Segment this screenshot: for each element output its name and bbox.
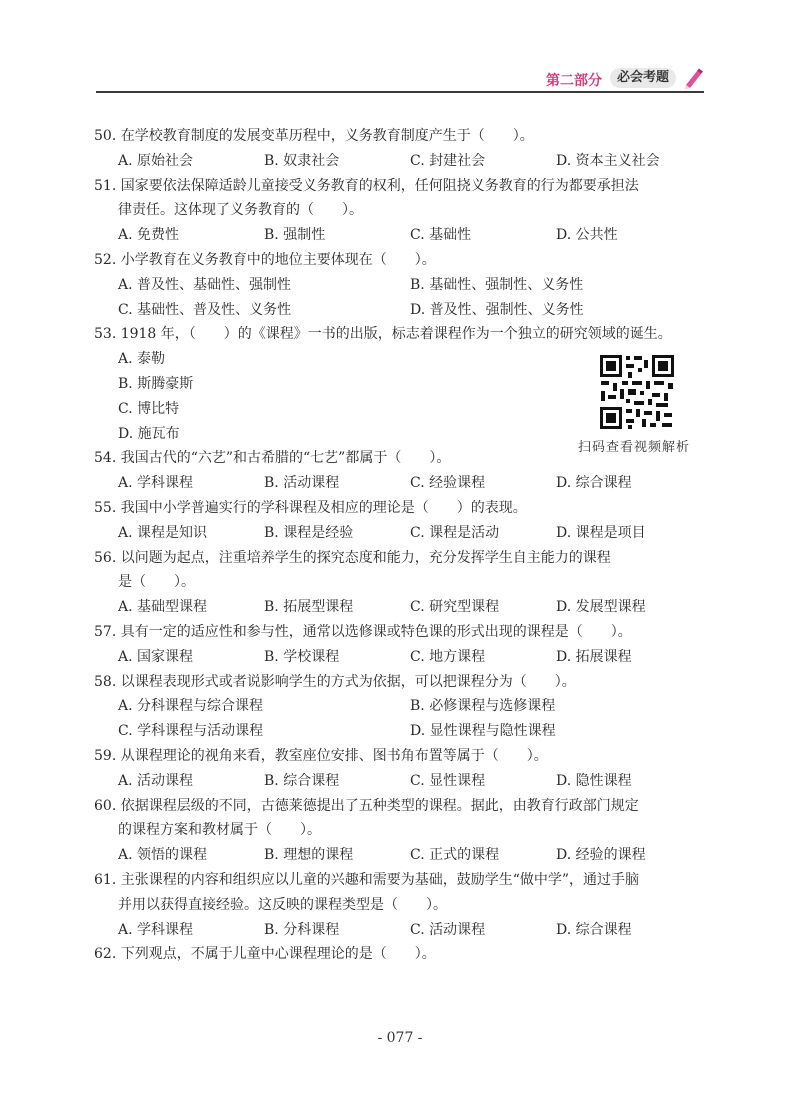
answer-option[interactable]: B. 活动课程 bbox=[264, 475, 340, 492]
answer-option[interactable]: B. 综合课程 bbox=[264, 772, 340, 789]
answer-option[interactable]: B. 拓展型课程 bbox=[264, 599, 354, 616]
question-item bbox=[94, 174, 708, 248]
option-row bbox=[118, 521, 708, 546]
option-row bbox=[118, 298, 708, 323]
answer-option[interactable]: B. 基础性、强制性、义务性 bbox=[410, 276, 584, 293]
answer-option[interactable]: D. 显性课程与隐性课程 bbox=[410, 723, 556, 740]
answer-option[interactable]: C. 课程是活动 bbox=[410, 524, 500, 541]
answer-option[interactable]: D. 拓展课程 bbox=[556, 648, 632, 665]
answer-option[interactable]: A. 学科课程 bbox=[118, 475, 194, 492]
answer-option[interactable]: C. 封建社会 bbox=[410, 152, 486, 169]
answer-option[interactable]: A. 原始社会 bbox=[118, 152, 194, 169]
answer-option[interactable]: C. 显性课程 bbox=[410, 772, 486, 789]
question-stem: 56. 以问题为起点，注重培养学生的探究态度和能力，充分发挥学生自主能力的课程 bbox=[94, 549, 611, 566]
option-row bbox=[118, 719, 708, 744]
answer-option[interactable]: D. 经验的课程 bbox=[556, 847, 646, 864]
question-stem: 律责任。这体现了义务教育的（ ）。 bbox=[118, 202, 363, 219]
answer-option[interactable]: C. 经验课程 bbox=[410, 475, 486, 492]
question-stem: 60. 依据课程层级的不同，古德莱德提出了五种类型的课程。据此，由教育行政部门规定 bbox=[94, 797, 639, 814]
question-stem: 50. 在学校教育制度的发展变革历程中，义务教育制度产生于（ ）。 bbox=[94, 128, 534, 144]
answer-option[interactable]: C. 活动课程 bbox=[410, 921, 486, 938]
answer-option[interactable]: A. 活动课程 bbox=[118, 772, 194, 789]
option-row bbox=[118, 595, 708, 620]
answer-option[interactable]: A. 基础型课程 bbox=[118, 599, 208, 616]
option-row bbox=[118, 645, 708, 670]
qr-code[interactable] bbox=[598, 353, 676, 431]
question-stem: 53. 1918 年，（ ）的《课程》一书的出版，标志着课程作为一个独立的研究领域的诞生。 bbox=[94, 326, 672, 343]
question-list bbox=[94, 124, 708, 967]
page-header bbox=[0, 62, 800, 94]
option-row bbox=[118, 843, 708, 868]
answer-option[interactable]: B. 课程是经验 bbox=[264, 524, 354, 541]
answer-option[interactable]: A. 课程是知识 bbox=[118, 524, 208, 541]
answer-option[interactable]: B. 分科课程 bbox=[264, 921, 340, 938]
answer-option[interactable]: A. 普及性、基础性、强制性 bbox=[118, 276, 292, 293]
answer-option[interactable]: A. 泰勒 bbox=[118, 351, 166, 368]
option-row bbox=[118, 471, 708, 496]
answer-option[interactable]: D. 课程是项目 bbox=[556, 524, 646, 541]
question-item bbox=[94, 248, 708, 322]
answer-option[interactable]: D. 资本主义社会 bbox=[556, 152, 660, 169]
question-item bbox=[94, 942, 708, 967]
question-stem: 的课程方案和教材属于（ ）。 bbox=[118, 822, 321, 839]
question-stem: 61. 主张课程的内容和组织应以儿童的兴趣和需要为基础，鼓励学生“做中学”，通过手脑 bbox=[94, 871, 640, 888]
answer-option[interactable]: C. 研究型课程 bbox=[410, 599, 500, 616]
option-row bbox=[118, 769, 708, 794]
qr-caption: 扫码查看视频解析 bbox=[578, 440, 691, 455]
answer-option[interactable]: B. 强制性 bbox=[264, 227, 326, 244]
answer-option[interactable]: A. 免费性 bbox=[118, 227, 180, 244]
answer-option[interactable]: A. 分科课程与综合课程 bbox=[118, 698, 264, 715]
answer-option[interactable]: B. 奴隶社会 bbox=[264, 152, 340, 169]
option-row bbox=[118, 223, 708, 248]
question-stem: 62. 下列观点，不属于儿童中心课程理论的是（ ）。 bbox=[94, 946, 436, 963]
question-item bbox=[94, 124, 708, 174]
question-stem: 55. 我国中小学普遍实行的学科课程及相应的理论是（ ）的表现。 bbox=[94, 499, 527, 516]
question-item bbox=[94, 670, 708, 744]
question-item bbox=[94, 794, 708, 868]
answer-option[interactable]: D. 隐性课程 bbox=[556, 772, 632, 789]
pencil-icon bbox=[682, 66, 704, 90]
question-item bbox=[94, 868, 708, 942]
answer-option[interactable]: A. 学科课程 bbox=[118, 921, 194, 938]
answer-option[interactable]: C. 基础性 bbox=[410, 227, 472, 244]
answer-option[interactable]: C. 正式的课程 bbox=[410, 847, 500, 864]
answer-option[interactable]: D. 公共性 bbox=[556, 227, 618, 244]
question-stem: 52. 小学教育在义务教育中的地位主要体现在（ ）。 bbox=[94, 251, 436, 268]
question-stem: 51. 国家要依法保障适龄儿童接受义务教育的权利，任何阻挠义务教育的行为都要承担法 bbox=[94, 177, 639, 194]
answer-option[interactable]: B. 必修课程与选修课程 bbox=[410, 698, 556, 715]
answer-option[interactable]: D. 发展型课程 bbox=[556, 599, 646, 616]
question-item bbox=[94, 620, 708, 670]
question-item bbox=[94, 546, 708, 620]
question-stem: 54. 我国古代的“六艺”和古希腊的“七艺”都属于（ ）。 bbox=[94, 450, 451, 467]
section-badge: 必会考题 bbox=[610, 68, 676, 88]
answer-option[interactable]: C. 学科课程与活动课程 bbox=[118, 723, 264, 740]
option-row bbox=[118, 918, 708, 943]
answer-option[interactable]: D. 综合课程 bbox=[556, 475, 632, 492]
question-stem: 59. 从课程理论的视角来看，教室座位安排、图书角布置等属于（ ）。 bbox=[94, 747, 548, 764]
question-item bbox=[94, 744, 708, 794]
header-rule bbox=[96, 91, 704, 93]
answer-option[interactable]: B. 理想的课程 bbox=[264, 847, 354, 864]
option-row bbox=[118, 149, 708, 174]
answer-option[interactable]: A. 领悟的课程 bbox=[118, 847, 208, 864]
answer-option[interactable]: D. 施瓦布 bbox=[118, 425, 180, 442]
answer-option[interactable]: C. 基础性、普及性、义务性 bbox=[118, 301, 292, 318]
page-number: - 077 - bbox=[377, 1030, 423, 1046]
answer-option[interactable]: C. 地方课程 bbox=[410, 648, 486, 665]
answer-option[interactable]: B. 学校课程 bbox=[264, 648, 340, 665]
option-row bbox=[118, 273, 708, 298]
question-stem: 57. 具有一定的适应性和参与性，通常以选修课或特色课的形式出现的课程是（ ）。 bbox=[94, 623, 632, 640]
answer-option[interactable]: D. 综合课程 bbox=[556, 921, 632, 938]
question-stem: 并用以获得直接经验。这反映的课程类型是（ ）。 bbox=[118, 896, 447, 913]
answer-option[interactable]: D. 普及性、强制性、义务性 bbox=[410, 301, 584, 318]
answer-option[interactable]: C. 博比特 bbox=[118, 400, 180, 417]
question-stem: 是（ ）。 bbox=[118, 574, 195, 591]
question-item bbox=[94, 496, 708, 546]
question-stem: 58. 以课程表现形式或者说影响学生的方式为依据，可以把课程分为（ ）。 bbox=[94, 673, 576, 690]
answer-option[interactable]: A. 国家课程 bbox=[118, 648, 194, 665]
section-label: 第二部分 bbox=[546, 73, 602, 89]
option-row bbox=[118, 694, 708, 719]
answer-option[interactable]: B. 斯腾豪斯 bbox=[118, 375, 194, 392]
